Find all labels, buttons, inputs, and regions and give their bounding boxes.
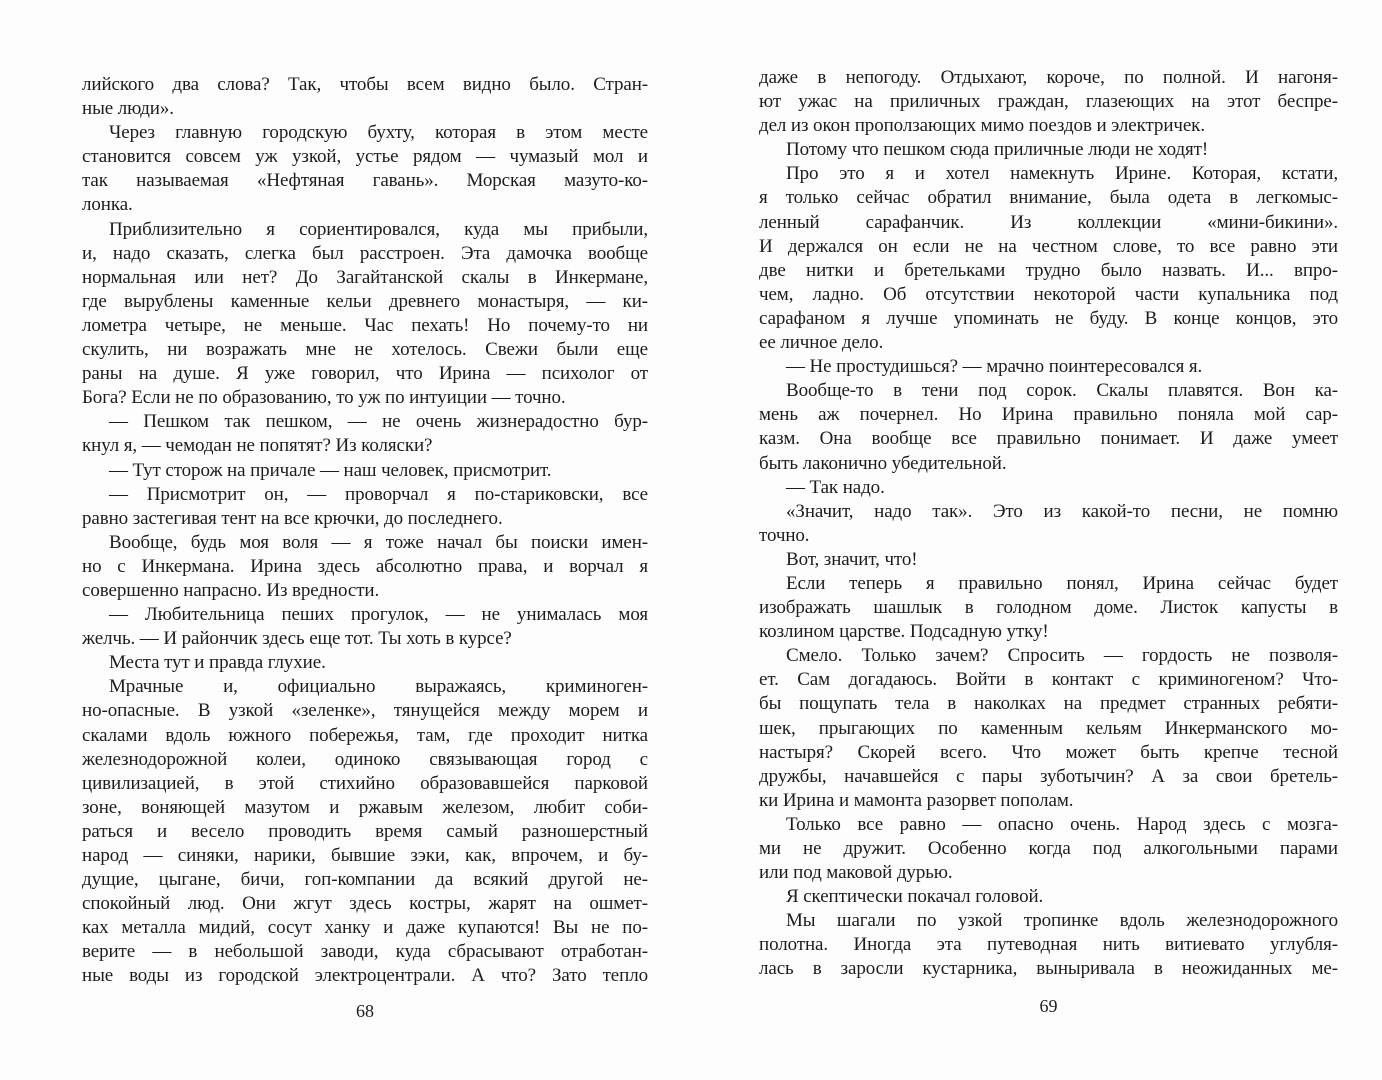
text-line: две нитки и бретельками трудно было назвать. И... впро-: [759, 259, 1338, 281]
text-line: Приблизительно я сориентировался, куда мы прибыли,: [109, 218, 648, 240]
text-line: сарафаном я лучше упоминать не буду. В конце концов, это: [759, 307, 1338, 329]
text-line: ленный сарафанчик. Из коллекции «мини-бикини».: [759, 211, 1338, 233]
text-line: — Не простудишься? — мрачно поинтересовался я.: [786, 356, 1203, 378]
page-right-number: 69: [1039, 996, 1058, 1016]
text-line: народ — синяки, нарики, бывшие зэки, как, впрочем, и бу-: [82, 845, 648, 866]
text-line: дущие, цыгане, бичи, гоп-компании да всякий другой не-: [82, 869, 648, 891]
text-line: шек, прыгающих по каменным кельям Инкерманского мо-: [759, 717, 1338, 739]
text-line: совершенно напрасно. Из вредности.: [82, 579, 380, 601]
text-line: Мрачные и, официально выражаясь, криминоген-: [109, 676, 648, 698]
text-line: быть лаконично убедительной.: [759, 452, 1007, 474]
text-line: изображать шашлык в голодном доме. Листок капусты в: [759, 597, 1338, 619]
text-line: равно застегивая тент на все крючки, до последнего.: [82, 507, 503, 529]
text-line: лийского два слова? Так, чтобы всем видно было. Стран-: [82, 74, 648, 95]
text-line: так называемая «Нефтяная гавань». Морская мазуто-ко-: [82, 170, 648, 192]
text-line: нормальная или нет? До Загайтанской скалы в Инкермане,: [82, 266, 648, 288]
text-line: Если теперь я правильно понял, Ирина сейчас будет: [786, 572, 1338, 594]
text-line: скулить, ни возражать мне не хотелось. Свежи были еще: [82, 339, 648, 361]
text-line: кнул я, — чемодан не попятят? Из коляски?: [82, 435, 433, 457]
text-line: даже в непогоду. Отдыхают, короче, по полной. И нагоня-: [759, 67, 1338, 88]
text-line: И держался он если не на честном слове, то все равно эти: [759, 235, 1338, 257]
text-line: раны на душе. Я уже говорил, что Ирина — психолог от: [82, 363, 648, 385]
text-line: но с Инкермана. Ирина здесь абсолютно права, и ворчал я: [82, 555, 648, 577]
text-line: — Тут сторож на причале — наш человек, присмотрит.: [109, 459, 552, 481]
page-right-text: [759, 66, 1338, 982]
text-line: желчь. — И райончик здесь еще тот. Ты хоть в курсе?: [82, 628, 512, 650]
text-line: козлином царстве. Подсадную утку!: [759, 621, 1049, 643]
text-line: «Значит, надо так». Это из какой-то песни, не помню: [786, 500, 1338, 522]
text-line: спокойный люд. Они жгут здесь костры, жарят на ошмет-: [82, 893, 648, 915]
text-line: дел из окон проползающих мимо поездов и электричек.: [759, 115, 1205, 137]
text-line: ках металла мидий, сосут ханку и даже купаются! Вы не по-: [82, 917, 648, 939]
text-line: точно.: [759, 524, 810, 546]
text-line: Бога? Если не по образованию, то уж по интуиции — точно.: [82, 387, 566, 409]
text-line: Места тут и правда глухие.: [109, 652, 326, 674]
text-line: Вот, значит, что!: [786, 548, 918, 570]
text-line: — Присмотрит он, — проворчал я по-стариковски, все: [109, 483, 648, 505]
text-line: Вообще, будь моя воля — я тоже начал бы поиски имен-: [109, 531, 648, 553]
text-line: и, надо сказать, слегка был расстроен. Эта дамочка вообще: [82, 242, 648, 264]
text-line: мень аж почернел. Но Ирина правильно поняла мой сар-: [759, 404, 1338, 426]
text-line: верите — в небольшой заводи, куда сбрасывают отработан-: [82, 941, 648, 963]
text-line: где вырублены каменные кельи древнего монастыря, — ки-: [82, 290, 648, 312]
text-line: но-опасные. В узкой «зеленке», тянущейся между морем и: [82, 700, 648, 722]
text-line: казм. Она вообще все правильно понимает. И даже умеет: [759, 428, 1338, 450]
text-line: или под маковой дурью.: [759, 862, 953, 884]
page-left-number: 68: [356, 1001, 374, 1021]
text-line: Я скептически покачал головой.: [786, 886, 1044, 908]
text-line: полотна. Иногда эта путеводная нить витиевато углубля-: [759, 934, 1338, 956]
text-line: ные воды из городской электроцентрали. А что? Зато тепло: [82, 965, 648, 987]
text-line: настыря? Скорей всего. Что может быть крепче тесной: [759, 741, 1338, 763]
text-line: Про это я и хотел намекнуть Ирине. Которая, кстати,: [786, 163, 1338, 185]
text-line: лонка.: [82, 194, 133, 216]
text-line: зоне, воняющей мазутом и ржавым железом, любит соби-: [82, 796, 648, 818]
text-line: бы пощупать тела в наколках на предмет странных ребяти-: [759, 693, 1338, 715]
text-line: дружбы, начавшейся с пары зуботычин? А за свои бретель-: [759, 765, 1338, 787]
text-line: железнодорожной колеи, одиноко связывающая город с: [82, 748, 648, 770]
text-line: лометра четыре, не меньше. Час пехать! Но почему-то ни: [82, 314, 648, 336]
text-line: Вообще-то в тени под сорок. Скалы плавятся. Вон ка-: [786, 380, 1338, 402]
text-line: Через главную городскую бухту, которая в этом месте: [109, 122, 648, 144]
text-line: — Пешком так пешком, — не очень жизнерадостно бур-: [109, 411, 648, 433]
text-line: я только сейчас обратил внимание, была одета в легкомыс-: [759, 187, 1338, 209]
text-line: ки Ирина и мамонта разорвет пополам.: [759, 789, 1074, 811]
text-line: лась в заросли кустарника, выныривала в неожиданных ме-: [759, 958, 1338, 980]
text-line: Смело. Только зачем? Спросить — гордость не позволя-: [786, 645, 1338, 667]
text-line: раться и весело проводить время самый разношерстный: [82, 820, 648, 842]
text-line: ные люди».: [82, 98, 174, 120]
text-line: ет. Сам догадаюсь. Войти в контакт с криминогеном? Что-: [759, 669, 1338, 691]
text-line: ее личное дело.: [759, 332, 884, 354]
text-line: Мы шагали по узкой тропинке вдоль железнодорожного: [786, 910, 1338, 932]
text-line: цивилизацией, в этой стихийно образовавшейся парковой: [82, 772, 648, 794]
text-line: ми не дружит. Особенно когда под алкогольными парами: [759, 838, 1338, 859]
text-line: Только все равно — опасно очень. Народ здесь с мозга-: [786, 813, 1338, 835]
text-line: чем, ладно. Об отсутствии некоторой части купальника под: [759, 283, 1338, 305]
text-line: Потому что пешком сюда приличные люди не ходят!: [786, 139, 1209, 161]
text-line: — Любительница пеших прогулок, — не унималась моя: [109, 604, 648, 626]
text-line: скалами вдоль южного побережья, там, где проходит нитка: [82, 724, 648, 746]
text-line: ют ужас на приличных граждан, глазеющих на этот беспре-: [759, 91, 1338, 113]
text-line: становится совсем уж узкой, устье рядом — чумазый мол и: [82, 146, 648, 168]
text-line: — Так надо.: [786, 476, 885, 498]
